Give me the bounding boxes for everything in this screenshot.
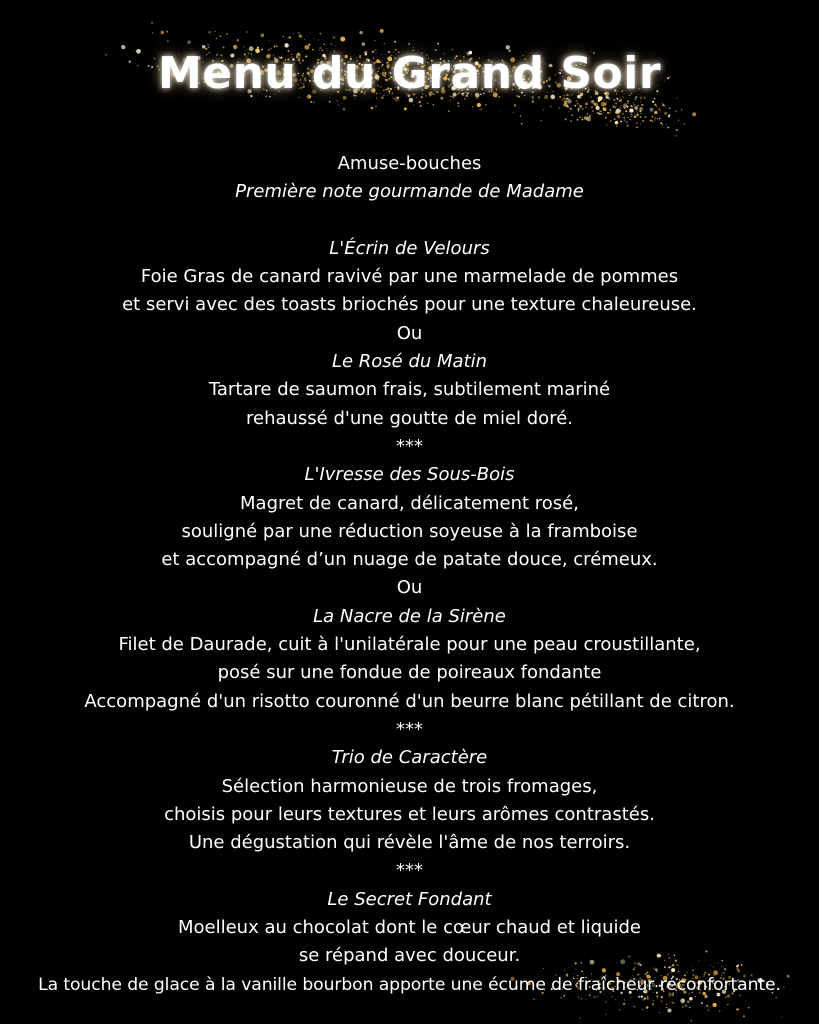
menu-line: Une dégustation qui révèle l'âme de nos terroirs. — [188, 832, 631, 854]
dish-name: L'Écrin de Velours — [329, 237, 490, 259]
menu-line: Magret de canard, délicatement rosé, — [240, 492, 579, 514]
menu-line: *** — [396, 435, 423, 457]
menu-line: souligné par une réduction soyeuse à la framboise — [181, 520, 638, 542]
menu-line: Foie Gras de canard ravivé par une marmelade de pommes — [140, 266, 679, 288]
dish-name: Trio de Caractère — [331, 747, 488, 769]
dish-name: L'Ivresse des Sous-Bois — [304, 464, 515, 486]
menu-line: Ou — [396, 322, 423, 344]
menu-line: La touche de glace à la vanille bourbon apporte une écume de fraîcheur réconfortante. — [38, 974, 781, 995]
menu-line: Ou — [396, 577, 423, 599]
menu-line: posé sur une fondue de poireaux fondante — [217, 662, 602, 684]
menu-body — [0, 150, 819, 999]
menu-line: et accompagné d’un nuage de patate douce, crémeux. — [161, 549, 658, 571]
spacer — [0, 207, 819, 235]
menu-line: Sélection harmonieuse de trois fromages, — [221, 775, 598, 797]
dish-name: La Nacre de la Sirène — [313, 605, 506, 627]
menu-line: Tartare de saumon frais, subtilement mariné — [208, 379, 611, 401]
menu-line: *** — [396, 860, 423, 882]
menu-line: choisis pour leurs textures et leurs arômes contrastés. — [164, 803, 655, 825]
menu-line: Amuse-bouches — [337, 153, 482, 174]
dish-name: Le Secret Fondant — [327, 888, 492, 910]
menu-title: Menu du Grand Soir — [157, 48, 662, 99]
menu-line: Moelleux au chocolat dont le cœur chaud et liquide — [177, 917, 642, 939]
menu-line: Filet de Daurade, cuit à l'unilatérale pour une peau croustillante, — [118, 634, 701, 656]
menu-line: *** — [396, 718, 423, 740]
menu-line: et servi avec des toasts briochés pour une texture chaleureuse. — [122, 294, 697, 316]
menu-line: se répand avec douceur. — [298, 945, 521, 967]
dish-name: Première note gourmande de Madame — [235, 181, 584, 203]
menu-line: rehaussé d'une goutte de miel doré. — [245, 407, 573, 429]
menu-line: Accompagné d'un risotto couronné d'un beurre blanc pétillant de citron. — [84, 690, 735, 712]
dish-name: Le Rosé du Matin — [331, 351, 488, 373]
